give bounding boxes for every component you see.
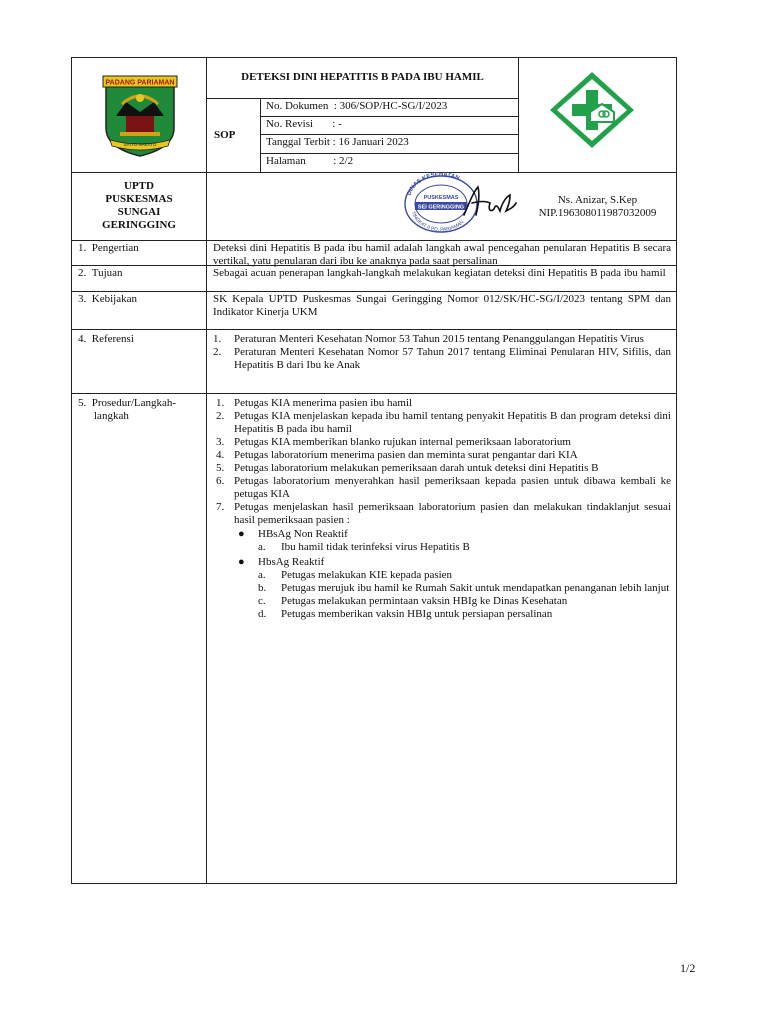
list-item: 7. Petugas menjelaskan hasil pemeriksaan laboratorium pasien dan melakukan tindaklanjut sesuai hasil pemeriksaan pasien : [216,501,671,526]
section-label-prosedur: 5. Prosedur/Langkah- langkah [78,397,177,422]
logo-motto-text: SAIYO SAKATO [123,142,157,147]
stamp-ring-text: DINAS KESEHATAN [406,171,461,197]
tanggal-terbit: Tanggal Terbit : 16 Januari 2023 [266,136,409,148]
document-title: DETEKSI DINI HEPATITIS B PADA IBU HAMIL [241,71,484,83]
tujuan-text: Sebagai acuan penerapan langkah-langkah melakukan kegiatan deteksi dini Hepatitis B pada ibu hamil [213,267,666,279]
stamp-inner-top: PUSKESMAS [423,195,459,201]
pengertian-text: Deteksi dini Hepatitis B pada ibu hamil adalah langkah awal pencegahan penularan Hepatitis B secara vertikal, yatu penularan dari ibu ke anaknya pada saat persalinan [213,242,671,267]
signatory-name: Ns. Anizar, S.Kep [557,194,638,206]
logo-banner-text: PADANG PARIAMAN [105,79,175,87]
list-item: 2. Petugas KIA menjelaskan kepada ibu hamil tentang penyakit Hepatitis B dan program deteksi dini Hepatitis B pada ibu hamil [216,410,671,435]
signature [460,181,520,225]
org-line-1: UPTD [124,180,154,192]
padang-pariaman-logo [102,74,178,158]
section-label-tujuan: 2. Tujuan [78,267,123,279]
list-item: 3. Petugas KIA memberikan blanko rujukan internal pemeriksaan laboratorium [216,436,571,448]
kebijakan-text: SK Kepala UPTD Puskesmas Sungai Geringging Nomor 012/SK/HC-SG/I/2023 tentang SPM dan Indikator Kinerja UKM [213,293,671,318]
section-label-referensi: 4. Referensi [78,333,134,345]
list-item: a. Ibu hamil tidak terinfeksi virus Hepatitis B [258,541,470,553]
stamp-bottom-text: TINGKAT II PD. PARIAMAN [409,210,466,233]
svg-text:DINAS KESEHATAN [406,172,460,196]
org-name [72,180,206,232]
org-line-4: GERINGGING [102,219,176,231]
stamp-inner-mid: SEI GERINGGING [417,204,465,211]
list-item: 6. Petugas laboratorium menyerahkan hasil pemeriksaan kepada pasien untuk dibawa kembali ke petugas KIA [216,475,671,500]
sop-label: SOP [214,129,236,141]
list-item: d. Petugas memberikan vaksin HBIg untuk persiapan persalinan [258,608,553,620]
list-item: 1. Petugas KIA menerima pasien ibu hamil [216,397,413,409]
no-dokumen: No. Dokumen : 306/SOP/HC-SG/I/2023 [266,100,448,112]
list-item: b. Petugas merujuk ibu hamil ke Rumah Sakit untuk mendapatkan penanganan lebih lanjut [258,582,670,594]
org-line-3: SUNGAI [117,206,161,218]
prosedur-steps [216,397,671,621]
halaman: Halaman : 2/2 [266,155,354,167]
bullet-reaktif: ● HbsAg Reaktif [238,556,325,568]
referensi-list [213,333,671,372]
list-item: 1. Peraturan Menteri Kesehatan Nomor 53 Tahun 2015 tentang Penanggulangan Hepatitis Virus [213,333,644,345]
section-label-pengertian: 1. Pengertian [78,242,139,254]
no-revisi: No. Revisi : - [266,118,342,130]
list-item: c. Petugas melakukan permintaan vaksin HBIg ke Dinas Kesehatan [258,595,568,607]
signatory-nip: NIP.196308011987032009 [538,207,657,219]
bullet-dot-icon: ● [238,528,245,540]
list-item: 2. Peraturan Menteri Kesehatan Nomor 57 Tahun 2017 tentang Eliminai Penularan HIV, Sifilis, dan Hepatitis B dari Ibu ke Anak [213,346,671,371]
org-line-2: PUSKESMAS [105,193,173,205]
page-number: 1/2 [680,961,696,975]
bullet-non-reaktif: ● HBsAg Non Reaktif [238,528,348,540]
bullet-dot-icon: ● [238,556,245,568]
list-item: 4. Petugas laboratorium menerima pasien dan meminta surat pengantar dari KIA [216,449,578,461]
puskesmas-logo [546,70,638,150]
sop-document [71,57,677,884]
list-item: a. Petugas melakukan KIE kepada pasien [258,569,453,581]
list-item: 5. Petugas laboratorium melakukan pemeriksaan darah untuk deteksi dini Hepatitis B [216,462,599,474]
section-label-kebijakan: 3. Kebijakan [78,293,137,305]
